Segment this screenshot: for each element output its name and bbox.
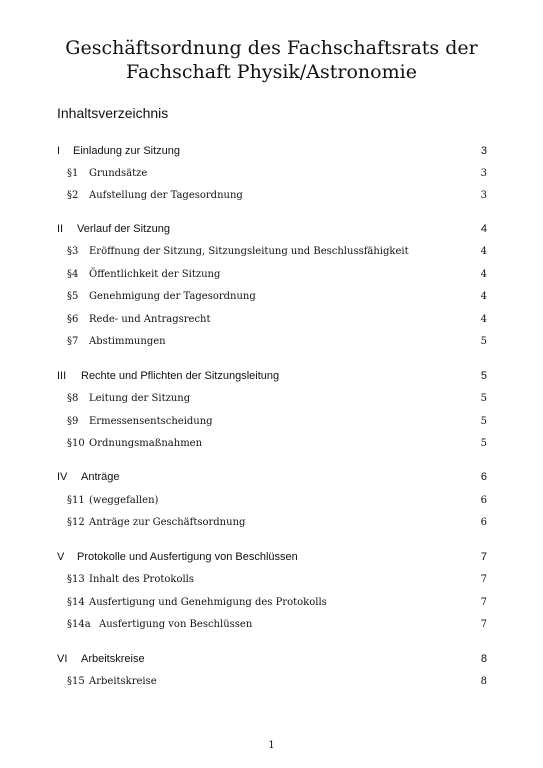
toc-section-number: §13 (67, 573, 85, 585)
toc-section-number: §10 (67, 437, 85, 449)
toc-part-page: 8 (480, 653, 487, 665)
toc-section-page: 5 (480, 415, 487, 427)
toc-section-page: 5 (480, 437, 487, 449)
toc-section-6[interactable] (67, 311, 487, 327)
toc-part-label: Rechte und Pflichten der Sitzungsleitung (81, 370, 280, 382)
toc-section-page: 8 (480, 675, 487, 687)
toc-section-page: 3 (480, 167, 487, 179)
toc-part-5[interactable] (57, 549, 487, 565)
toc-part-4[interactable] (57, 469, 487, 485)
toc-section-label: Leitung der Sitzung (89, 392, 191, 404)
toc-section-label: Öffentlichkeit der Sitzung (89, 268, 221, 280)
title-line-2: Fachschaft Physik/Astronomie (126, 61, 417, 83)
toc-section-9[interactable] (67, 413, 487, 429)
toc-section-label: Genehmigung der Tagesordnung (89, 290, 256, 302)
toc-section-10[interactable] (67, 435, 487, 451)
toc-section-page: 4 (480, 313, 487, 325)
toc-section-label: Inhalt des Protokolls (89, 573, 194, 585)
toc-section-label: (weggefallen) (89, 494, 159, 506)
toc-section-page: 7 (480, 596, 487, 608)
toc-part-number: V (57, 551, 65, 563)
toc-section-label: Ausfertigung und Genehmigung des Protokolls (89, 596, 327, 608)
toc-section-number: §7 (67, 335, 79, 347)
toc-section-number: §4 (67, 268, 79, 280)
toc-section-page: 3 (480, 189, 487, 201)
toc-section-page: 5 (480, 335, 487, 347)
toc-part-label: Protokolle und Ausfertigung von Beschlüssen (77, 551, 298, 563)
toc-section-label: Eröffnung der Sitzung, Sitzungsleitung und Beschlussfähigkeit (89, 245, 409, 257)
toc-part-6[interactable] (57, 651, 487, 667)
toc-section-label: Ermessensentscheidung (89, 415, 213, 427)
toc-section-number: §3 (67, 245, 79, 257)
toc-part-label: Verlauf der Sitzung (77, 223, 170, 235)
toc-section-page: 6 (480, 516, 487, 528)
toc-part-label: Einladung zur Sitzung (73, 145, 181, 157)
toc-section-page: 4 (480, 268, 487, 280)
toc-part-3[interactable] (57, 368, 487, 384)
toc-part-2[interactable] (57, 221, 487, 237)
toc-part-1[interactable] (57, 143, 487, 159)
toc-section-1[interactable] (67, 165, 487, 181)
toc-section-12[interactable] (67, 514, 487, 530)
toc-section-13[interactable] (67, 571, 487, 587)
toc-part-number: I (57, 145, 61, 157)
toc-section-label: Rede- und Antragsrecht (89, 313, 211, 325)
toc-section-label: Aufstellung der Tagesordnung (89, 189, 243, 201)
toc-part-page: 5 (480, 370, 487, 382)
toc-part-number: VI (57, 653, 68, 665)
toc-section-number: §14 (67, 596, 85, 608)
toc-section-15[interactable] (67, 673, 487, 689)
toc-section-number: §14a (67, 618, 91, 630)
toc-section-page: 4 (480, 245, 487, 257)
toc-part-label: Anträge (81, 471, 120, 483)
document-title (0, 36, 543, 84)
toc-section-page: 7 (480, 573, 487, 585)
toc-section-14[interactable] (67, 594, 487, 610)
toc-section-page: 5 (480, 392, 487, 404)
toc-section-label: Anträge zur Geschäftsordnung (89, 516, 246, 528)
toc-section-number: §5 (67, 290, 79, 302)
toc-section-5[interactable] (67, 288, 487, 304)
toc-section-14a[interactable] (67, 616, 487, 632)
toc-section-label: Abstimmungen (89, 335, 166, 347)
toc-part-page: 7 (480, 551, 487, 563)
toc-part-page: 6 (480, 471, 487, 483)
toc-section-number: §8 (67, 392, 79, 404)
toc-part-page: 3 (480, 145, 487, 157)
toc-section-2[interactable] (67, 187, 487, 203)
toc-part-number: IV (57, 471, 68, 483)
toc-section-label: Ausfertigung von Beschlüssen (99, 618, 253, 630)
toc-section-page: 6 (480, 494, 487, 506)
toc-section-label: Arbeitskreise (89, 675, 157, 687)
page-number: 1 (268, 740, 275, 751)
toc-section-7[interactable] (67, 333, 487, 349)
toc-section-8[interactable] (67, 390, 487, 406)
toc-section-3[interactable] (67, 243, 487, 259)
toc-section-4[interactable] (67, 266, 487, 282)
toc-section-label: Grundsätze (89, 167, 148, 179)
toc-section-label: Ordnungsmaßnahmen (89, 437, 203, 449)
toc-section-number: §12 (67, 516, 85, 528)
toc-section-number: §6 (67, 313, 79, 325)
toc-part-page: 4 (480, 223, 487, 235)
toc-section-number: §11 (67, 494, 85, 506)
toc-section-page: 4 (480, 290, 487, 302)
toc-part-number: II (57, 223, 64, 235)
toc-part-number: III (57, 370, 67, 382)
toc-section-number: §15 (67, 675, 85, 687)
toc-section-number: §1 (67, 167, 79, 179)
toc-part-label: Arbeitskreise (81, 653, 145, 665)
title-line-1: Geschäftsordnung des Fachschaftsrats der (65, 37, 478, 59)
toc-section-number: §2 (67, 189, 79, 201)
toc-section-number: §9 (67, 415, 79, 427)
toc-section-page: 7 (480, 618, 487, 630)
toc-section-11[interactable] (67, 492, 487, 508)
toc-heading: Inhaltsverzeichnis (57, 105, 169, 121)
